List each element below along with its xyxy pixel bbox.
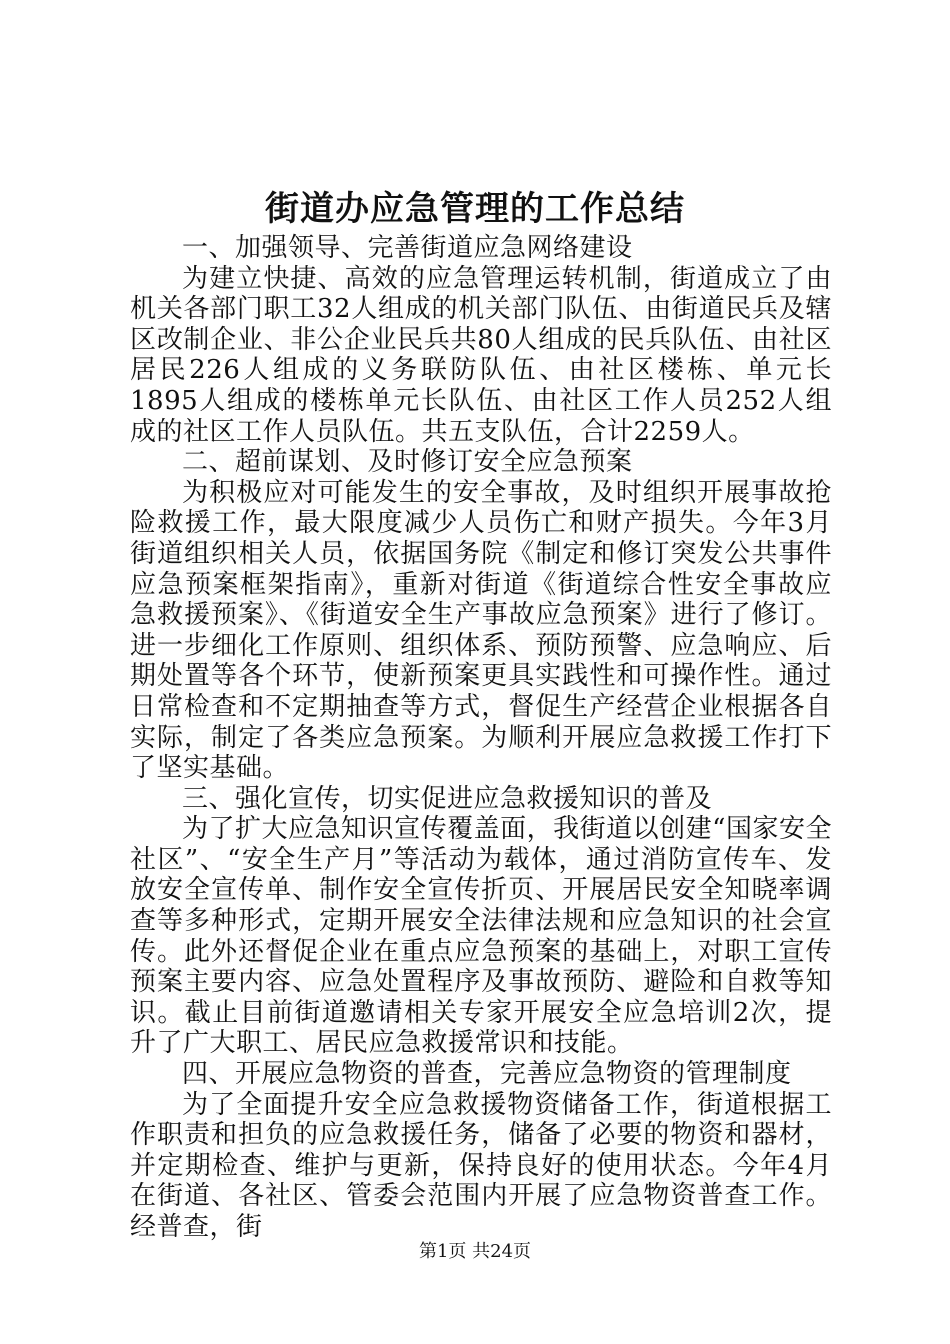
document-title: 街道办应急管理的工作总结: [265, 189, 685, 229]
section-paragraph-4: 为了全面提升安全应急救援物资储备工作，街道根据工作职责和担负的应急救援任务，储备了必要的物资和器材，并定期检查、维护与更新，保持良好的使用状态。今年4月在街道、各社区、管委会范围内开展了应急物资普查工作。经普查，街: [130, 1089, 832, 1242]
page-number-footer: 第1页 共24页: [418, 1241, 532, 1262]
section-heading-1: 一、加强领导、完善街道应急网络建设: [182, 233, 633, 263]
section-paragraph-2: 为积极应对可能发生的安全事故，及时组织开展事故抢险救援工作，最大限度减少人员伤亡和财产损失。今年3月街道组织相关人员，依据国务院《制定和修订突发公共事件应急预案框架指南》，重新对街道《街道综合性安全事故应急救援预案》、《街道安全生产事故应急预案》进行了修订。进一步细化工作原则、组织体系、预防预警、应急响应、后期处置等各个环节，使新预案更具实践性和可操作性。通过日常检查和不定期抽查等方式，督促生产经营企业根据各自实际，制定了各类应急预案。为顺利开展应急救援工作打下了坚实基础。: [130, 477, 832, 784]
section-paragraph-1: 为建立快捷、高效的应急管理运转机制，街道成立了由机关各部门职工32人组成的机关部门队伍、由街道民兵及辖区改制企业、非公企业民兵共80人组成的民兵队伍、由社区居民226人组成的义务联防队伍、由社区楼栋、单元长1895人组成的楼栋单元长队伍、由社区工作人员252人组成的社区工作人员队伍。共五支队伍，合计2259人。: [130, 263, 832, 447]
section-heading-2: 二、超前谋划、及时修订安全应急预案: [182, 447, 633, 478]
section-heading-4: 四、开展应急物资的普查，完善应急物资的管理制度: [182, 1059, 792, 1090]
section-paragraph-3: 为了扩大应急知识宣传覆盖面，我街道以创建“国家安全社区”、“安全生产月”等活动为载体，通过消防宣传车、发放安全宣传单、制作安全宣传折页、开展居民安全知晓率调查等多种形式，定期开展安全法律法规和应急知识的社会宣传。此外还督促企业在重点应急预案的基础上，对职工宣传预案主要内容、应急处置程序及事故预防、避险和自救等知识。截止目前街道邀请相关专家开展安全应急培训2次，提升了广大职工、居民应急救援常识和技能。: [130, 814, 832, 1059]
section-heading-3: 三、强化宣传，切实促进应急救援知识的普及: [182, 783, 713, 814]
document-body: [130, 233, 832, 1243]
